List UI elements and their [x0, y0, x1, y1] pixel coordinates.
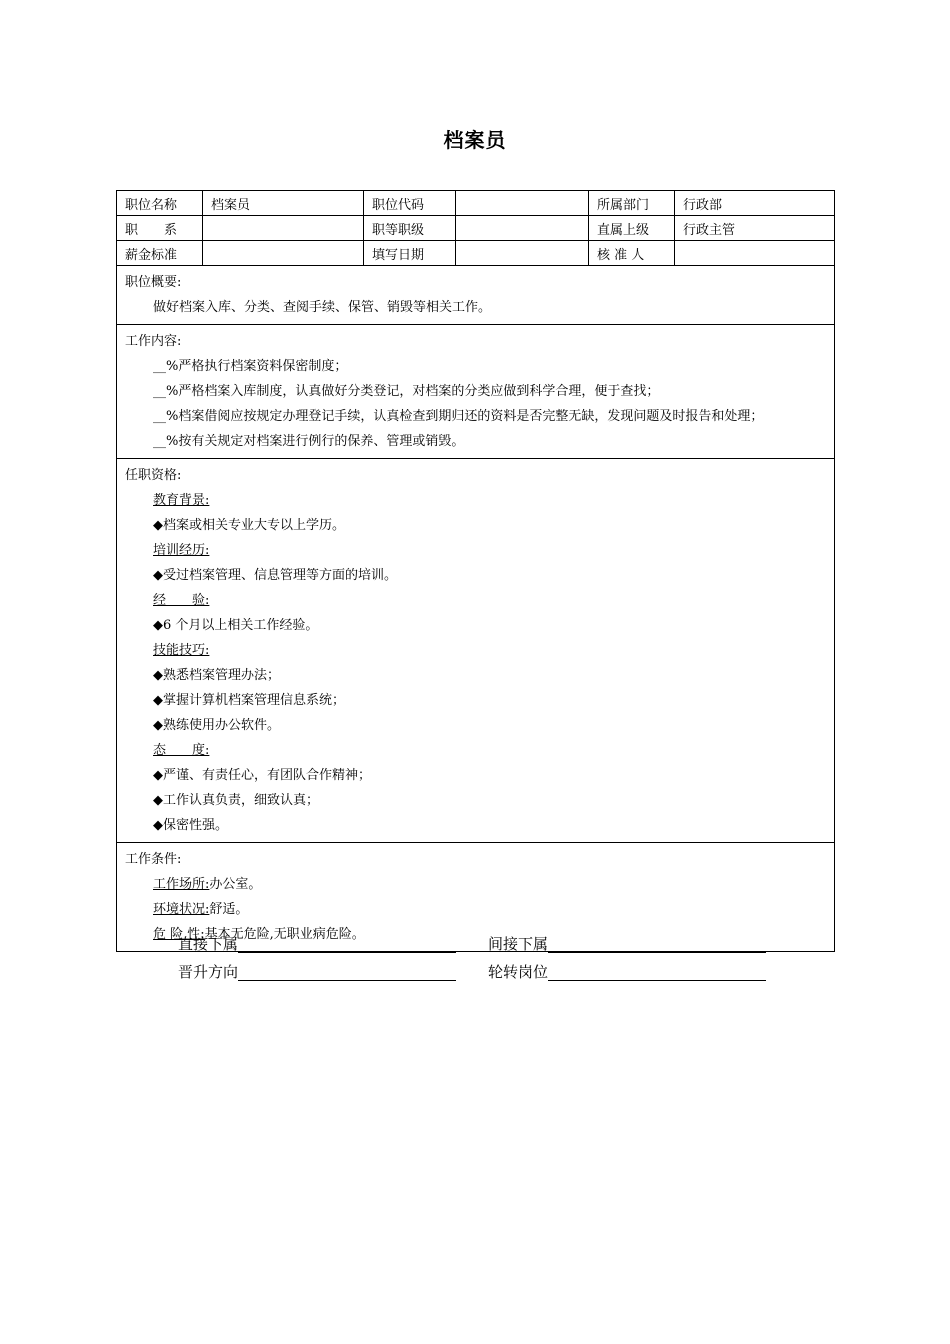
condition-key: 环境状况: — [153, 902, 210, 917]
qualification-item: ◆熟悉档案管理办法； — [153, 668, 280, 683]
field-value — [456, 216, 589, 241]
field-value — [203, 241, 364, 266]
duty-item: __%严格执行档案资料保密制度； — [153, 359, 348, 374]
rotation-blank[interactable] — [548, 962, 766, 981]
condition-value: 办公室。 — [209, 877, 262, 892]
field-label: 核 准 人 — [589, 241, 675, 266]
condition-key: 工作场所: — [153, 877, 210, 892]
rotation-label: 轮转岗位 — [488, 963, 549, 981]
field-value: 行政主管 — [675, 216, 835, 241]
qualification-item: ◆6 个月以上相关工作经验。 — [153, 618, 319, 633]
promotion-blank[interactable] — [238, 962, 456, 981]
indirect-reports-label: 间接下属 — [488, 935, 549, 953]
field-value — [675, 241, 835, 266]
condition-value: 基本无危险,无职业病危险。 — [204, 927, 365, 942]
indirect-reports-blank[interactable] — [548, 934, 766, 953]
field-value — [456, 191, 589, 216]
condition-key: 危 险 性: — [153, 927, 205, 942]
section-label: 工作内容: — [125, 334, 182, 349]
field-label: 职等职级 — [364, 216, 456, 241]
direct-reports-blank[interactable] — [238, 934, 456, 953]
field-value: 档案员 — [203, 191, 364, 216]
info-row — [117, 241, 835, 266]
field-value: 行政部 — [675, 191, 835, 216]
duty-item: __%按有关规定对档案进行例行的保养、管理或销毁。 — [153, 434, 465, 449]
direct-reports-label: 直接下属 — [178, 935, 239, 953]
section-label: 职位概要: — [125, 275, 182, 290]
qualifications-section — [117, 459, 835, 843]
qualification-item: ◆保密性强。 — [153, 818, 228, 833]
info-row — [117, 216, 835, 241]
qualification-item: ◆掌握计算机档案管理信息系统； — [153, 693, 345, 708]
field-label: 职 系 — [117, 216, 203, 241]
field-label: 薪金标准 — [117, 241, 203, 266]
qualification-item: ◆严谨、有责任心，有团队合作精神； — [153, 768, 371, 783]
section-label: 工作条件: — [125, 852, 182, 867]
overview-section — [117, 266, 835, 325]
field-label: 直属上级 — [589, 216, 675, 241]
info-row — [117, 191, 835, 216]
duty-item: __%档案借阅应按规定办理登记手续，认真检查到期归还的资料是否完整无缺，发现问题及时报告和处理； — [153, 409, 764, 424]
qualification-item: ◆档案或相关专业大专以上学历。 — [153, 518, 345, 533]
overview-text: 做好档案入库、分类、查阅手续、保管、销毁等相关工作。 — [153, 300, 492, 315]
qualification-item: ◆受过档案管理、信息管理等方面的培训。 — [153, 568, 397, 583]
qualification-item: ◆工作认真负责，细致认真； — [153, 793, 319, 808]
qualification-item: ◆熟练使用办公软件。 — [153, 718, 280, 733]
qualification-heading: 技能技巧: — [153, 643, 210, 658]
field-label: 职位名称 — [117, 191, 203, 216]
qualification-heading: 培训经历: — [153, 543, 210, 558]
condition-item — [125, 872, 826, 897]
job-description-table — [116, 190, 835, 952]
qualification-heading: 态 度: — [153, 743, 210, 758]
page-title: 档案员 — [443, 128, 507, 152]
duties-section — [117, 325, 835, 459]
qualification-heading: 经 验: — [153, 593, 210, 608]
duty-item: __%严格档案入库制度，认真做好分类登记，对档案的分类应做到科学合理，便于查找； — [153, 384, 660, 399]
field-label: 所属部门 — [589, 191, 675, 216]
condition-item — [125, 897, 826, 922]
footer-fields — [178, 930, 798, 986]
field-label: 职位代码 — [364, 191, 456, 216]
field-value — [203, 216, 364, 241]
section-label: 任职资格: — [125, 468, 182, 483]
field-value — [456, 241, 589, 266]
condition-value: 舒适。 — [209, 902, 249, 917]
field-label: 填写日期 — [364, 241, 456, 266]
qualification-heading: 教育背景: — [153, 493, 210, 508]
promotion-label: 晋升方向 — [178, 963, 239, 981]
